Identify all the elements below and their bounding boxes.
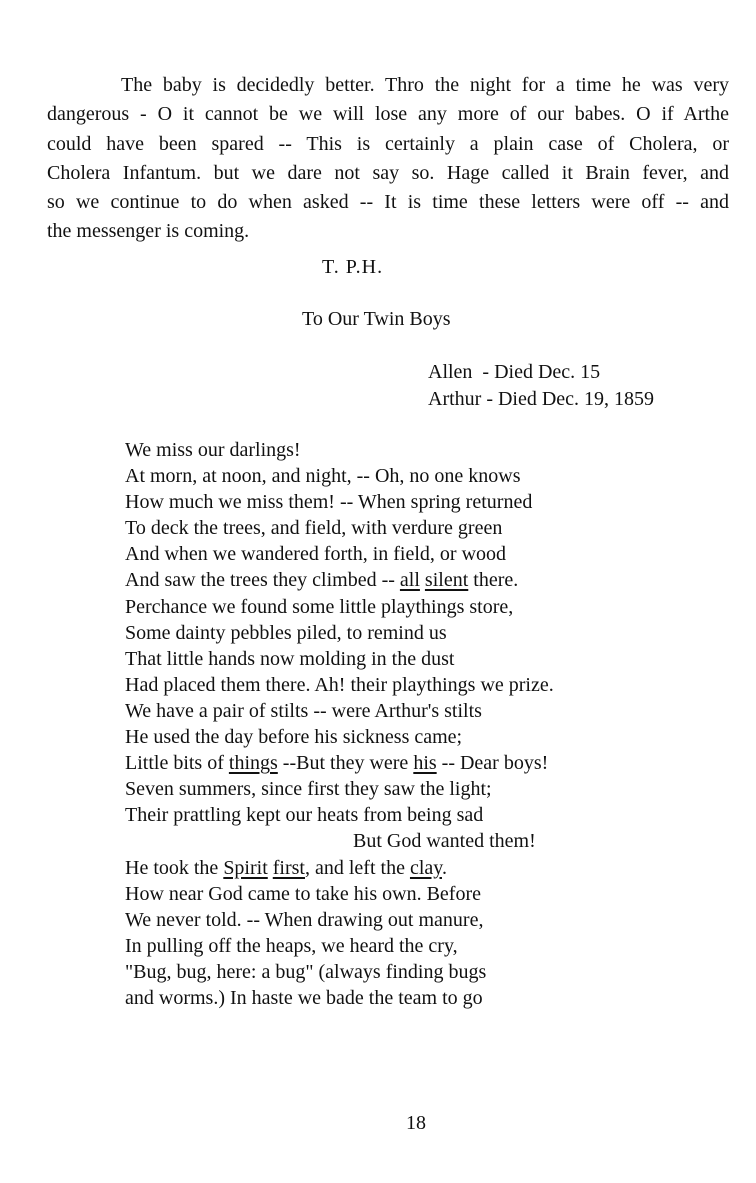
- poem-line: [125, 750, 554, 776]
- intro-paragraph: [47, 71, 729, 247]
- poem-line: How much we miss them! -- When spring returned: [125, 491, 533, 514]
- poem-line: Their prattling kept our heats from being sad: [125, 804, 484, 827]
- poem-line: Seven summers, since first they saw the light;: [125, 778, 492, 801]
- poem-line: "Bug, bug, here: a bug" (always finding bugs: [125, 960, 487, 983]
- poem-line: [125, 567, 554, 593]
- poem-line: But God wanted them!: [353, 830, 536, 853]
- poem-line: That little hands now molding in the dust: [125, 647, 455, 670]
- poem-text: Little bits of: [125, 752, 229, 775]
- poem-text: , and left the: [304, 856, 410, 879]
- underlined-word: clay: [409, 856, 442, 879]
- intro-line: so we continue to do when asked -- It is time these letters were off -- and: [47, 191, 729, 214]
- signature: T. P.H.: [322, 256, 384, 278]
- underlined-word: first: [272, 856, 305, 879]
- underlined-word: Spirit: [223, 856, 268, 879]
- poem-text: there.: [468, 569, 519, 592]
- poem-title: To Our Twin Boys: [302, 308, 451, 330]
- poem-line: Some dainty pebbles piled, to remind us: [125, 621, 447, 644]
- intro-line: dangerous - O it cannot be we will lose any more of our babes. O if Arthe: [47, 103, 729, 126]
- poem-line: [125, 855, 554, 881]
- page-number: 18: [406, 1112, 426, 1134]
- poem-line: How near God came to take his own. Before: [125, 882, 481, 905]
- poem-text: --But they were: [277, 752, 414, 775]
- poem-line: and worms.) In haste we bade the team to go: [125, 986, 483, 1009]
- poem-line: He used the day before his sickness came;: [125, 726, 463, 749]
- poem: [125, 437, 554, 1011]
- underlined-word: things: [228, 752, 278, 775]
- poem-line: We never told. -- When drawing out manure,: [125, 908, 484, 931]
- poem-line: Perchance we found some little playthings store,: [125, 595, 514, 618]
- poem-line: At morn, at noon, and night, -- Oh, no one knows: [125, 465, 521, 488]
- dedication: [428, 359, 654, 413]
- poem-line: In pulling off the heaps, we heard the cry,: [125, 934, 458, 957]
- intro-line: could have been spared -- This is certainly a plain case of Cholera, or: [47, 132, 729, 155]
- intro-line: Cholera Infantum. but we dare not say so. Hage called it Brain fever, and: [47, 161, 729, 184]
- underlined-word: his: [413, 752, 437, 775]
- poem-line: Had placed them there. Ah! their playthings we prize.: [125, 673, 554, 696]
- dedication-arthur: Arthur - Died Dec. 19, 1859: [428, 388, 655, 410]
- poem-line: To deck the trees, and field, with verdure green: [125, 517, 503, 540]
- dedication-allen: Allen - Died Dec. 15: [428, 361, 601, 383]
- underlined-word: silent: [424, 569, 469, 592]
- poem-text: -- Dear boys!: [436, 752, 549, 775]
- poem-line: We miss our darlings!: [125, 439, 301, 461]
- underlined-word: all: [399, 569, 420, 592]
- intro-line: The baby is decidedly better. Thro the night for a time he was very: [121, 74, 729, 96]
- poem-text: And saw the trees they climbed --: [125, 569, 400, 592]
- poem-line: And when we wandered forth, in field, or wood: [125, 543, 507, 566]
- poem-line: We have a pair of stilts -- were Arthur's stilts: [125, 699, 482, 722]
- poem-text: He took the: [125, 856, 224, 879]
- poem-text: .: [441, 856, 447, 879]
- intro-line: the messenger is coming.: [47, 220, 250, 243]
